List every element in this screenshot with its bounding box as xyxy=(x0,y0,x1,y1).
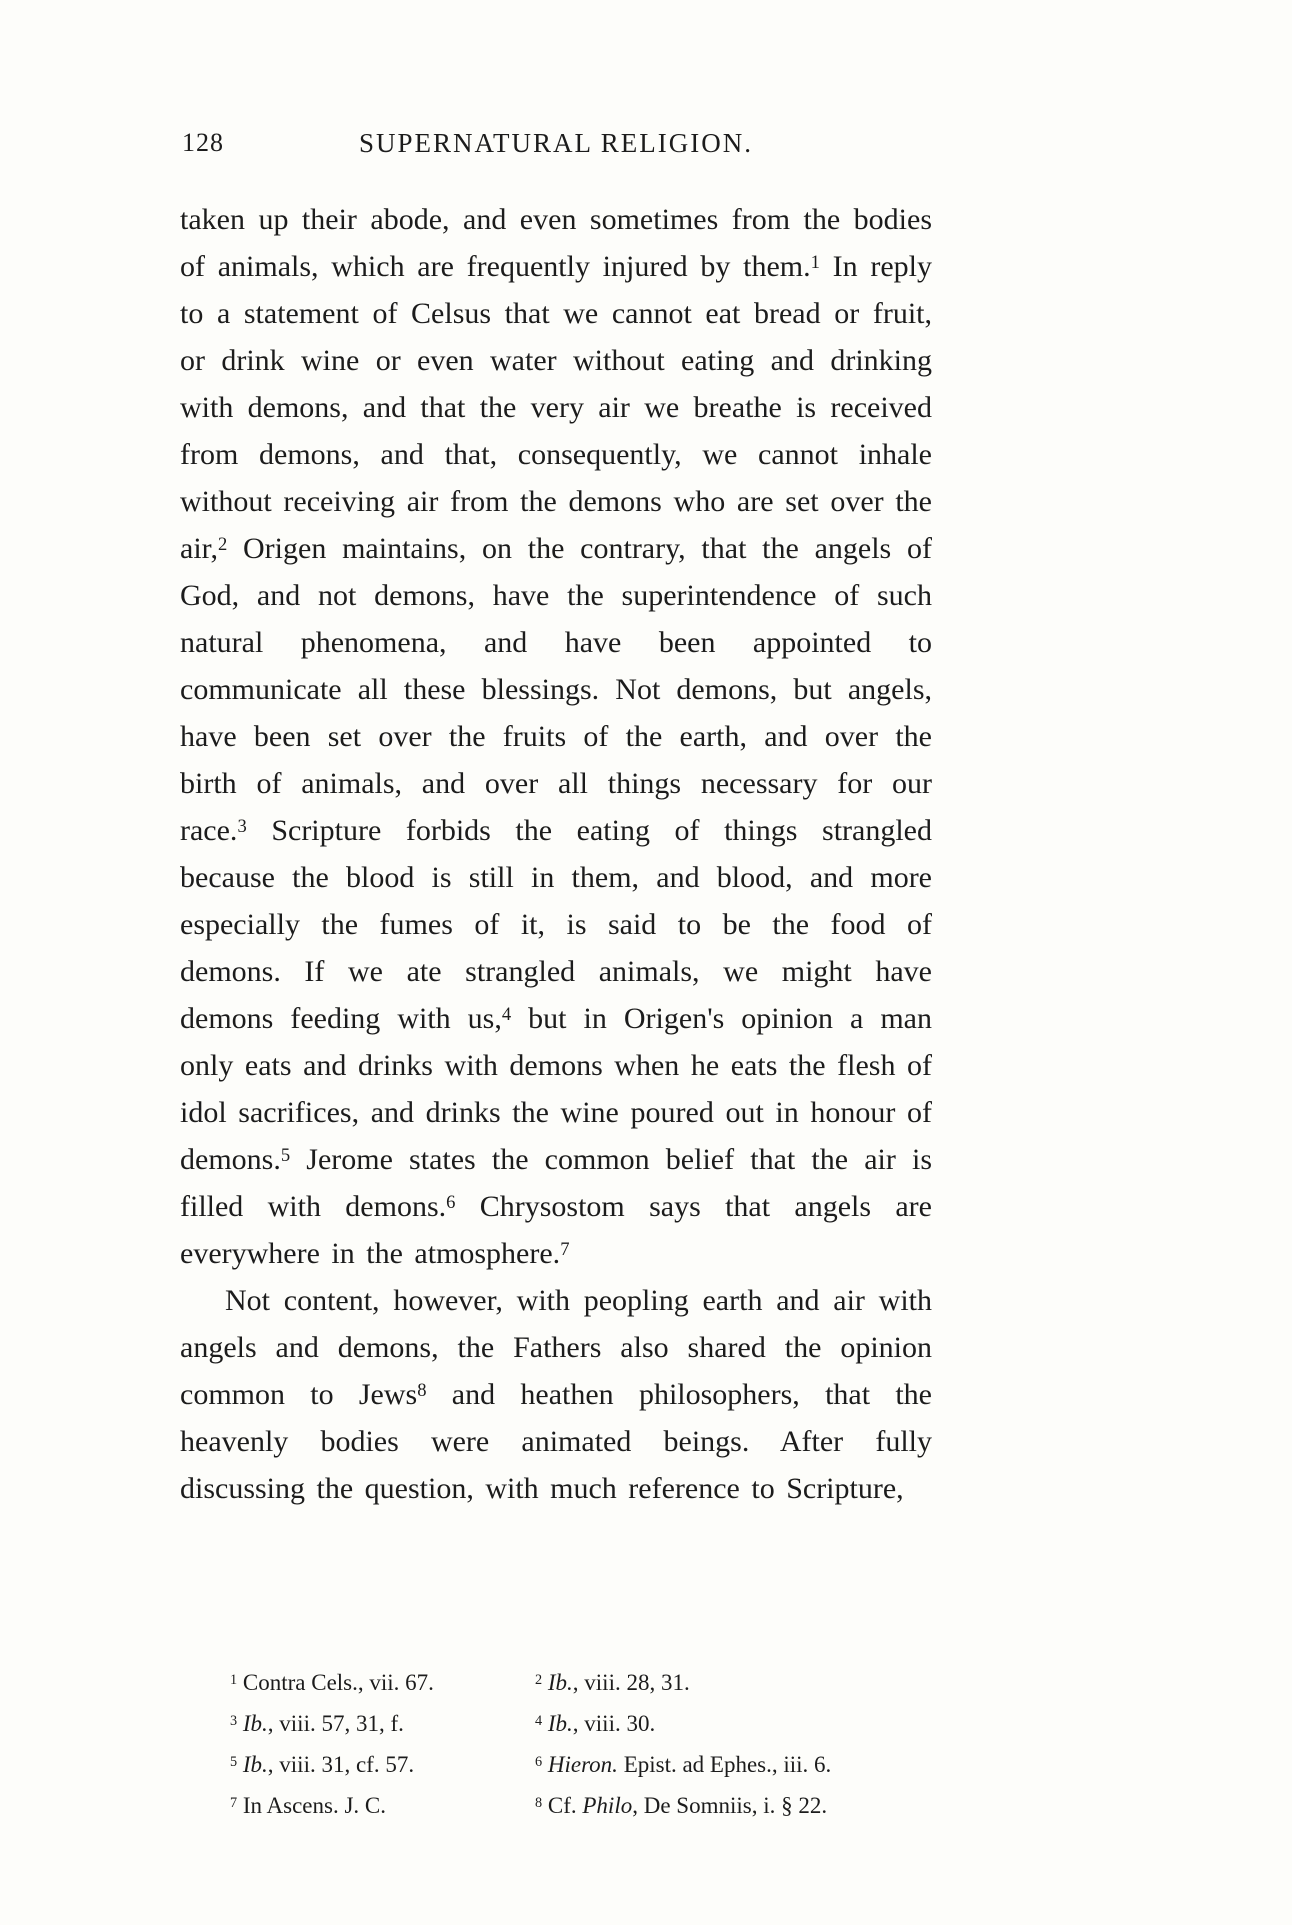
footnote-reference: 1 xyxy=(810,251,820,273)
footnote-number: 1 xyxy=(230,1671,238,1688)
footnote-reference: 5 xyxy=(280,1144,291,1166)
footnote: $^8$ Cf. Philo, De Somniis, i. § 22. xyxy=(535,1793,828,1818)
footnote-reference: 4 xyxy=(501,1003,512,1025)
footnote: $^1$ Contra Cels., vii. 67. xyxy=(230,1670,434,1695)
footnotes xyxy=(180,1662,932,1826)
footnote: $^4$ Ib., viii. 30. xyxy=(535,1711,656,1736)
page-content xyxy=(180,128,932,1512)
footnote: $^3$ Ib., viii. 57, 31, f. xyxy=(230,1711,404,1736)
footnote-reference: 8 xyxy=(417,1379,427,1401)
footnote-reference: 7 xyxy=(560,1238,570,1260)
paragraph: Not content, however, with peopling earth and air with angels and demons, the Fathers also shared the opinion common to Jews$^8$ and heathen philosophers, that the heavenly bodies were animated beings. After fully discussing the question, with much reference to Scripture, xyxy=(180,1284,932,1505)
page-number: 128 xyxy=(182,128,224,157)
footnote-reference: 6 xyxy=(446,1191,456,1213)
footnote-reference: 3 xyxy=(237,815,247,837)
paragraph: taken up their abode, and even sometimes from the bodies of animals, which are frequently injured by them.$^1$ In reply to a statement of Celsus that we cannot eat bread or fruit, or drink wine or even water without eating and drinking with demons, and that the very air we breathe is received from demons, and that, consequently, we cannot inhale without receiving air from the demons who are set over the air,$^2$ Origen maintains, on the contrary, that the angels of God, and not demons, have the superintendence of such natural phenomena, and have been appointed to communicate all these blessings. Not demons, but angels, have been set over the fruits of the earth, and over the birth of animals, and over all things necessary for our race.$^3$ Scripture forbids the eating of things strangled because the blood is still in them, and blood, and more especially the fumes of it, is said to be the food of demons. If we ate strangled animals, we might have demons feeding with us,$^4$ but in Origen's opinion a man only eats and drinks with demons when he eats the flesh of idol sacrifices, and drinks the wine poured out in honour of demons.$^5$ Jerome states the common belief that the air is filled with demons.$^6$ Chrysostom says that angels are everywhere in the atmosphere.$^7$ xyxy=(180,203,932,1270)
footnote-number: 8 xyxy=(535,1794,543,1811)
footnote: $^7$ In Ascens. J. C. xyxy=(230,1793,386,1818)
running-header xyxy=(180,128,932,168)
footnote-number: 5 xyxy=(230,1753,238,1770)
footnote-number: 7 xyxy=(230,1794,238,1811)
footnote: $^2$ Ib., viii. 28, 31. xyxy=(535,1670,690,1695)
footnote: $^6$ Hieron. Epist. ad Ephes., iii. 6. xyxy=(535,1752,832,1777)
footnote-number: 6 xyxy=(535,1753,543,1770)
footnote-number: 3 xyxy=(230,1712,238,1729)
footnote: $^5$ Ib., viii. 31, cf. 57. xyxy=(230,1752,415,1777)
footnotes-left xyxy=(180,1662,535,1826)
footnote-reference: 2 xyxy=(217,533,228,555)
footnotes-right xyxy=(535,1662,932,1826)
page-header-title: SUPERNATURAL RELIGION. xyxy=(359,128,753,158)
footnote-number: 4 xyxy=(535,1712,543,1729)
footnote-number: 2 xyxy=(535,1671,543,1688)
body-text xyxy=(180,196,932,1512)
